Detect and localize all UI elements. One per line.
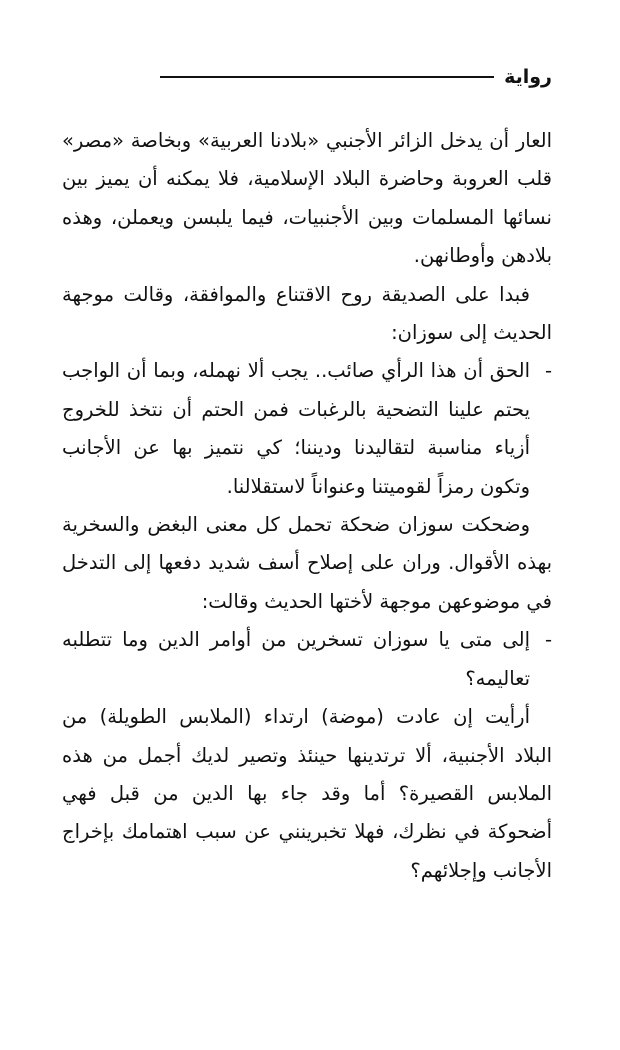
dialogue-paragraph-2 [62,621,552,698]
paragraph-1: العار أن يدخل الزائر الأجنبي «بلادنا العربية» وبخاصة «مصر» قلب العروبة وحاضرة البلاد الإسلامية، فلا يمكنه أن يميز بين نسائها المسلمات وبين الأجنبيات، فيما يلبسن ويعملن، وهذه بلادهن وأوطانهن. [62,129,552,268]
running-header [160,62,552,92]
dialogue-dash: - [544,628,552,652]
dialogue-text-1: الحق أن هذا الرأي صائب.. يجب ألا نهمله، وبما أن الواجب يحتم علينا التضحية بالرغبات فمن الحتم أن نتخذ للخروج أزياء مناسبة لتقاليدنا وديننا؛ كي نتميز بها عن الأجانب وتكون رمزاً لقوميتنا وعنواناً لاستقلالنا. [62,359,530,498]
dialogue-dash: - [544,359,552,383]
header-title: رواية [504,66,552,88]
dialogue-paragraph-1 [62,352,552,506]
dialogue-text-2: إلى متى يا سوزان تسخرين من أوامر الدين وما تتطلبه تعاليمه؟ [62,628,530,690]
paragraph-6: أرأيت إن عادت (موضة) ارتداء (الملابس الطويلة) من البلاد الأجنبية، ألا ترتدينها حينئذ وتصير لديك أجمل من هذه الملابس القصيرة؟ أما وقد جاء بها الدين من قبل فهي أضحوكة في نظرك، فهلا تخبرينني عن سبب اهتمامك بإخراج الأجانب وإجلائهم؟ [62,705,552,882]
body-text [62,122,552,890]
header-rule [160,76,494,78]
paragraph-4: وضحكت سوزان ضحكة تحمل كل معنى البغض والسخرية بهذه الأقوال. وران على إصلاح أسف شديد دفعها إلى التدخل في موضوعهن موجهة لأختها الحديث وقالت: [62,513,552,613]
paragraph-2: فبدا على الصديقة روح الاقتناع والموافقة، وقالت موجهة الحديث إلى سوزان: [62,282,552,345]
